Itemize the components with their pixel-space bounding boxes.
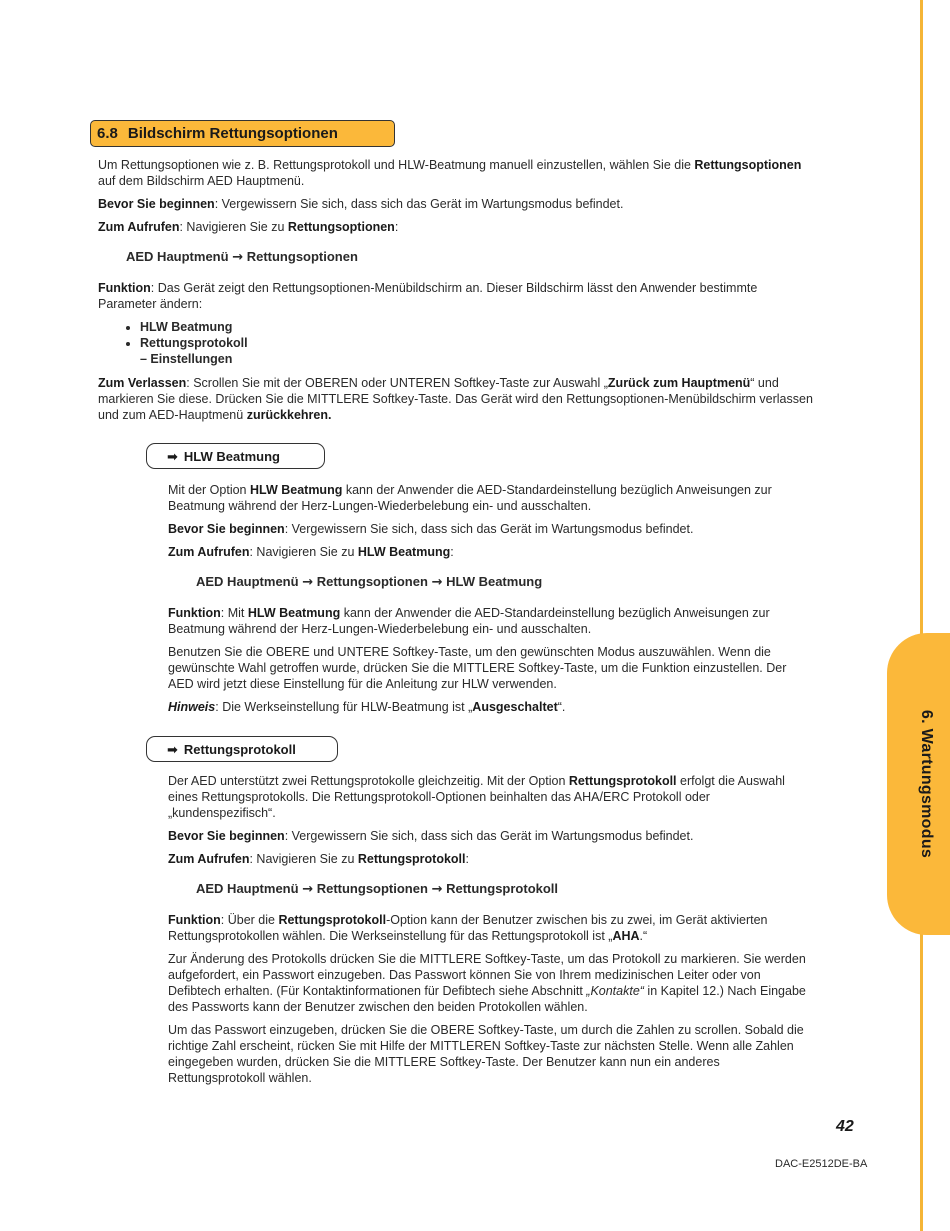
arrow-right-icon: →: [431, 882, 443, 897]
arrow-right-icon: →: [431, 575, 443, 590]
function-paragraph: Funktion: Das Gerät zeigt den Rettungsoptionen-Menübildschirm an. Dieser Bildschirm lässt den Anwender bestimmte Parameter ändern:: [98, 281, 758, 311]
function-paragraph: Funktion: Über die Rettungsprotokoll-Option kann der Benutzer zwischen bis zu zwei, im Gerät aktivierten Rettungsprotokollen wählen. Die Werkseinstellung für das Rettungsprotokoll ist „AHA.“: [168, 913, 768, 943]
options-list: [98, 319, 818, 367]
menu-path: AED Hauptmenü → Rettungsoptionen → HLW Beatmung: [196, 574, 543, 590]
section-title: Bildschirm Rettungsoptionen: [127, 125, 338, 142]
arrow-right-icon: →: [302, 882, 314, 897]
page-number: 42: [836, 1118, 854, 1135]
rp-subsection-label: ➡ Rettungsprotokoll: [146, 736, 338, 762]
pointing-arrow-icon: ➡: [167, 450, 178, 465]
list-sub-item: – Einstellungen: [140, 352, 233, 366]
note-paragraph: Hinweis: Die Werkseinstellung für HLW-Beatmung ist „Ausgeschaltet“.: [168, 700, 566, 714]
pointing-arrow-icon: ➡: [167, 743, 178, 758]
hlw-intro-paragraph: Mit der Option HLW Beatmung kann der Anwender die AED-Standardeinstellung bezüglich Anweisungen zur Beatmung während der Herz-Lungen-Wiederbelebung ein- und ausschalten.: [168, 483, 772, 513]
exit-paragraph: Zum Verlassen: Scrollen Sie mit der OBEREN oder UNTEREN Softkey-Taste zur Auswahl „Zurück zum Hauptmenü“ und markieren Sie diese. Drücken Sie die MITTLERE Softkey-Taste. Das Gerät wird den Rettungsoptionen-Menübildschirm verlassen und zum AED-Hauptmenü zurückkehren.: [98, 376, 813, 422]
section-number: 6.8: [97, 125, 118, 142]
chapter-side-tab-label: 6. Wartungsmodus: [918, 709, 935, 859]
intro-paragraph: Um Rettungsoptionen wie z. B. Rettungsprotokoll und HLW-Beatmung manuell einzustellen, wählen Sie die Rettungsoptionen auf dem Bildschirm AED Hauptmenü.: [98, 158, 802, 188]
call-paragraph: Zum Aufrufen: Navigieren Sie zu Rettungsprotokoll:: [168, 852, 469, 866]
before-start-paragraph: Bevor Sie beginnen: Vergewissern Sie sich, dass sich das Gerät im Wartungsmodus befindet.: [168, 829, 694, 843]
before-start-paragraph: Bevor Sie beginnen: Vergewissern Sie sich, dass sich das Gerät im Wartungsmodus befindet.: [168, 522, 694, 536]
menu-path: AED Hauptmenü → Rettungsoptionen: [126, 249, 358, 265]
rp-section: [168, 773, 808, 1093]
intro-section: [98, 157, 818, 430]
right-border-rule: [920, 0, 923, 1231]
change-paragraph: Zur Änderung des Protokolls drücken Sie die MITTLERE Softkey-Taste, um das Protokoll zu markieren. Sie werden aufgefordert, ein Passwort einzugeben. Das Passwort können Sie von Ihrem medizinischen Leiter oder von Defibtech erhalten. (Für Kontaktinformationen für Defibtech siehe Abschnitt „Kontakte“ in Kapitel 12.) Nach Eingabe des Passworts kann der Benutzer zwischen den beiden Protokollen wählen.: [168, 952, 806, 1014]
document-code: DAC-E2512DE-BA: [775, 1158, 868, 1170]
function-paragraph: Funktion: Mit HLW Beatmung kann der Anwender die AED-Standardeinstellung bezüglich Anweisungen zur Beatmung während der Herz-Lungen-Wiederbelebung ein- und ausschalten.: [168, 606, 770, 636]
hlw-subsection-label: ➡ HLW Beatmung: [146, 443, 325, 469]
menu-path: AED Hauptmenü → Rettungsoptionen → Rettungsprotokoll: [196, 881, 559, 897]
hlw-section: [168, 482, 808, 722]
arrow-right-icon: →: [302, 575, 314, 590]
call-paragraph: Zum Aufrufen: Navigieren Sie zu HLW Beatmung:: [168, 545, 454, 559]
list-item: • Rettungsprotokoll: [140, 335, 818, 351]
call-paragraph: Zum Aufrufen: Navigieren Sie zu Rettungsoptionen:: [98, 220, 399, 234]
section-heading: [90, 120, 395, 147]
before-start-paragraph: Bevor Sie beginnen: Vergewissern Sie sich, dass sich das Gerät im Wartungsmodus befindet.: [98, 197, 624, 211]
arrow-right-icon: →: [232, 250, 244, 265]
usage-paragraph: Benutzen Sie die OBERE und UNTERE Softkey-Taste, um den gewünschten Modus auszuwählen. Wenn die gewünschte Wahl getroffen wurde, drücken Sie die MITTLERE Softkey-Taste, um die Funktion einzustellen. Der AED wird jetzt diese Einstellung für die Anleitung zur HLW verwenden.: [168, 645, 787, 691]
rp-intro-paragraph: Der AED unterstützt zwei Rettungsprotokolle gleichzeitig. Mit der Option Rettungsprotokoll erfolgt die Auswahl eines Rettungsprotokolls. Die Rettungsprotokoll-Optionen beinhalten das AHA/ERC Protokoll oder „kundenspezifisch“.: [168, 774, 785, 820]
password-paragraph: Um das Passwort einzugeben, drücken Sie die OBERE Softkey-Taste, um durch die Zahlen zu scrollen. Sobald die richtige Zahl erscheint, rücken Sie mit Hilfe der MITTLEREN Softkey-Taste zur nächsten Stelle. Wenn alle Zahlen eingegeben wurden, drücken Sie die MITTLERE Softkey-Taste. Der Benutzer kann nun ein anderes Rettungsprotokoll wählen.: [168, 1023, 804, 1085]
list-item: • HLW Beatmung: [140, 319, 818, 335]
